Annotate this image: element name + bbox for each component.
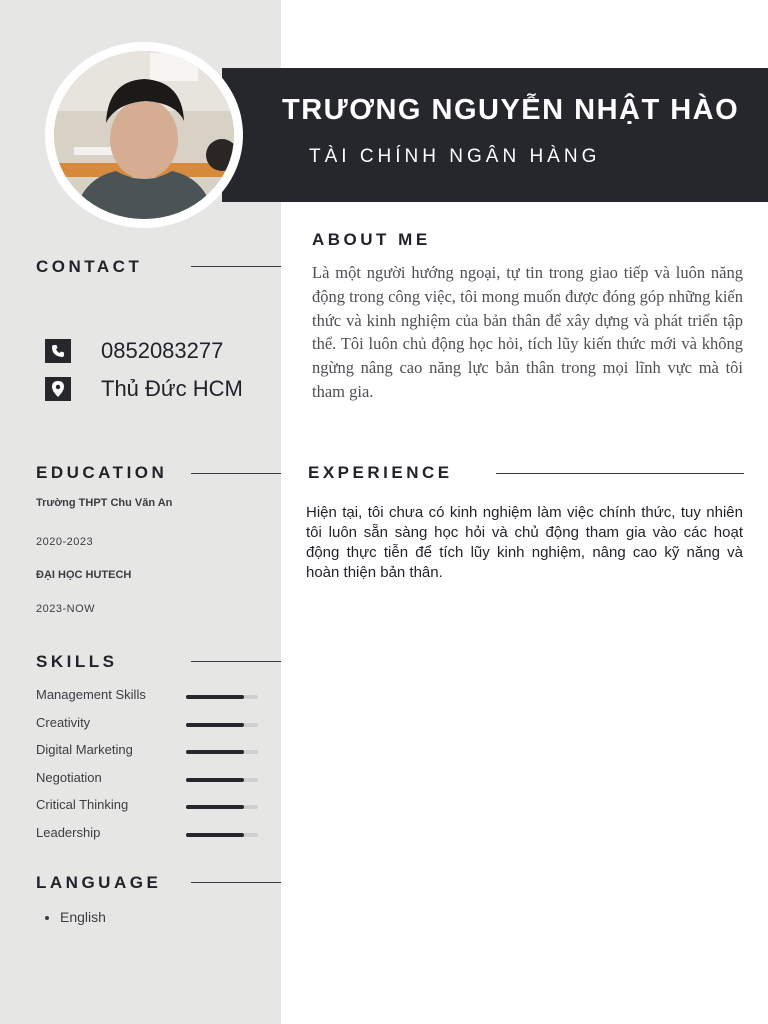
skill-row: [36, 770, 258, 788]
education-years-2: 2023-NOW: [36, 603, 96, 615]
education-years-1: 2020-2023: [36, 536, 94, 548]
education-school-2: ĐẠI HỌC HUTECH: [36, 569, 132, 581]
experience-divider: [496, 473, 744, 474]
profile-photo: [54, 51, 234, 219]
language-divider: [191, 882, 281, 883]
skill-level-fill: [186, 778, 244, 782]
contact-divider: [191, 266, 281, 267]
skill-level-fill: [186, 750, 244, 754]
map-pin-icon: [45, 377, 71, 401]
skill-row: [36, 797, 258, 815]
skill-label: Critical Thinking: [36, 797, 129, 812]
skill-row: [36, 742, 258, 760]
skill-level-fill: [186, 805, 244, 809]
skill-label: Digital Marketing: [36, 742, 133, 757]
skill-row: [36, 825, 258, 843]
skill-label: Creativity: [36, 714, 91, 730]
language-heading: LANGUAGE: [36, 873, 162, 892]
skill-label: Management Skills: [36, 687, 146, 702]
experience-heading: EXPERIENCE: [308, 463, 453, 482]
skill-level-bar: [186, 695, 258, 699]
skill-label: Leadership: [36, 824, 101, 840]
education-school-1: Trường THPT Chu Văn An: [36, 497, 173, 509]
skills-divider: [191, 661, 281, 662]
skill-level-bar: [186, 723, 258, 727]
about-heading: ABOUT ME: [312, 230, 431, 249]
contact-phone-row: [45, 338, 223, 364]
job-title: TÀI CHÍNH NGÂN HÀNG: [309, 146, 601, 167]
skill-row: [36, 715, 258, 733]
contact-heading: CONTACT: [36, 257, 143, 276]
phone-icon: [45, 339, 71, 363]
language-list: [44, 909, 106, 925]
skill-level-bar: [186, 805, 258, 809]
full-name: TRƯƠNG NGUYỄN NHẬT HÀO: [282, 94, 740, 126]
profile-photo-illustration: [54, 51, 234, 219]
skill-label: Negotiation: [36, 769, 102, 785]
education-heading: EDUCATION: [36, 463, 168, 482]
about-text: Là một người hướng ngoại, tự tin trong giao tiếp và luôn năng động trong công việc, tôi mong muốn được đóng góp những kiến thức và kinh nghiệm của bản thân để xây dựng và phát triển tập thể. Tôi luôn chủ động học hỏi, tích lũy kiến thức mới và không ngừng nâng cao năng lực bản thân trong mọi lĩnh vực mà tôi tham gia.: [312, 263, 743, 401]
skill-level-fill: [186, 695, 244, 699]
skill-level-fill: [186, 833, 244, 837]
experience-text: Hiện tại, tôi chưa có kinh nghiệm làm việc chính thức, tuy nhiên tôi luôn sẵn sàng học hỏi và chủ động tham gia vào các hoạt động thực tiễn để tích lũy kinh nghiệm, nâng cao kỹ năng và hoàn thiện bản thân.: [306, 504, 743, 581]
skills-heading: SKILLS: [36, 652, 118, 671]
contact-location-row: [45, 376, 243, 402]
header-band: [222, 68, 768, 202]
skill-level-bar: [186, 778, 258, 782]
phone-number: 0852083277: [101, 338, 224, 363]
language-item: • English: [60, 909, 106, 925]
skill-level-bar: [186, 750, 258, 754]
skill-row: [36, 687, 258, 705]
skill-level-fill: [186, 723, 244, 727]
education-divider: [191, 473, 281, 474]
location-text: Thủ Đức HCM: [101, 376, 243, 401]
skill-level-bar: [186, 833, 258, 837]
